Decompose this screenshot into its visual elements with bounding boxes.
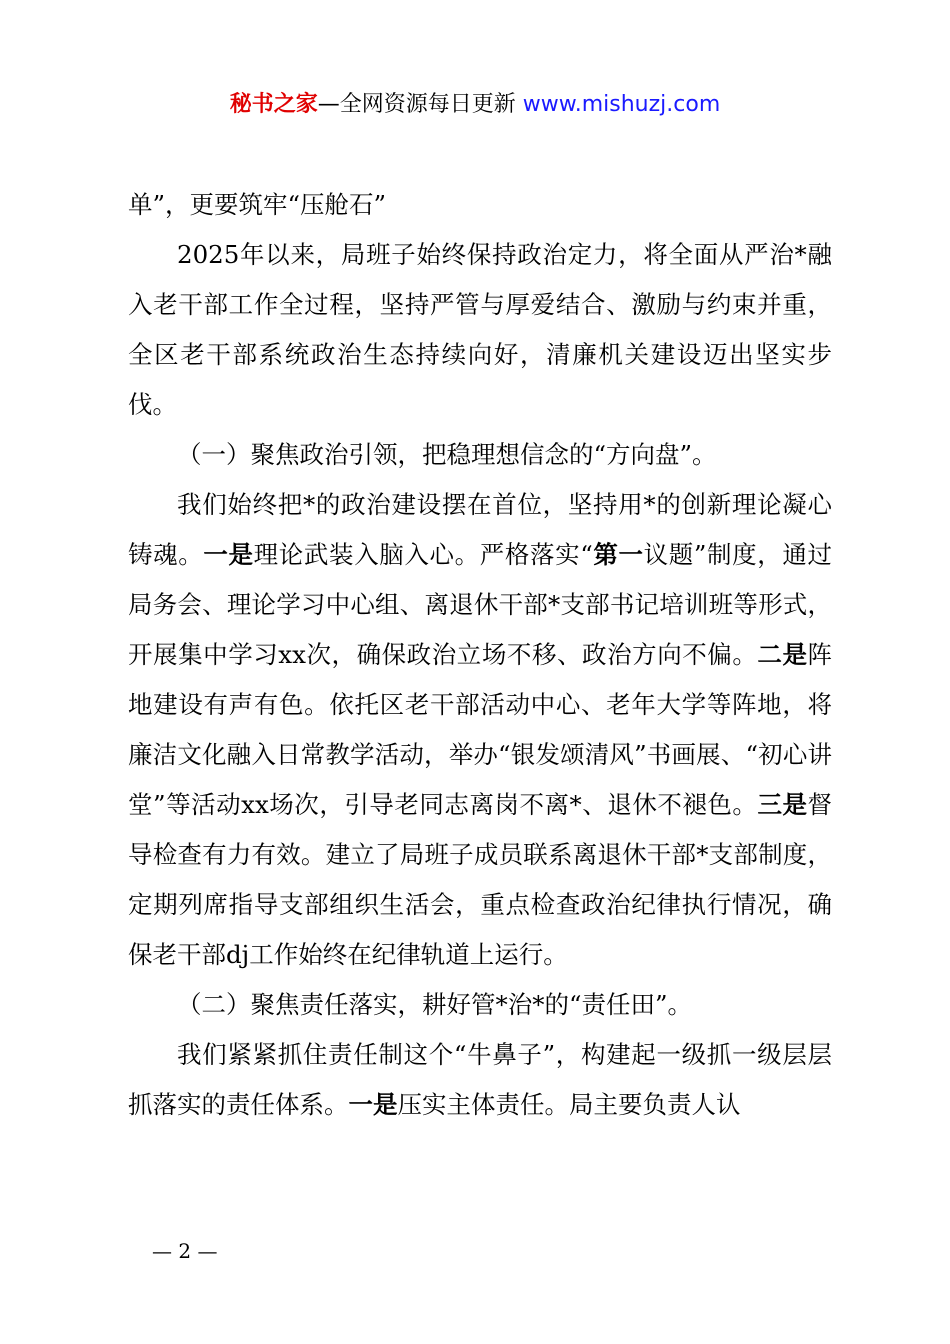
site-slogan: —全网资源每日更新 xyxy=(317,92,523,117)
text-run: 单”，更要筑牢“压舱石” xyxy=(128,190,387,219)
bold-text-run: 三是 xyxy=(757,790,808,819)
bold-text-run: 一是 xyxy=(348,1090,398,1119)
text-run: 理论武装入脑入心。严格落实“ xyxy=(253,540,593,569)
bold-text-run: 二是 xyxy=(757,640,808,669)
paragraph xyxy=(128,430,832,480)
text-run: 议题”制度，通过局务会、理论学习中心组、离退休干部*支部书记培训班等形式，开展集中学习xx次，确保政治立场不移、政治方向不偏。 xyxy=(128,540,833,669)
text-run: （一）聚焦政治引领，把稳理想信念的“方向盘”。 xyxy=(177,440,717,469)
paragraph xyxy=(128,980,832,1030)
text-run: 我们紧紧抓住责任制这个“牛鼻子”，构建起一级抓一级层层抓落实的责任体系。 xyxy=(128,1040,832,1119)
bold-text-run: 第一 xyxy=(592,540,644,569)
paragraph xyxy=(128,480,832,980)
page-number: — 2 — xyxy=(152,1239,218,1263)
text-run: 我们始终把*的政治建设摆在首位，坚持用*的创新理论凝心铸魂。 xyxy=(128,490,832,569)
text-run: （二）聚焦责任落实，耕好管*治*的“责任田”。 xyxy=(177,990,693,1019)
text-run: 阵地建设有声有色。依托区老干部活动中心、老年大学等阵地，将廉洁文化融入日常教学活动，举办“银发颂清风”书画展、“初心讲堂”等活动xx场次，引导老同志离岗不离*、退休不褪色。 xyxy=(128,640,832,819)
text-run: 压实主体责任。局主要负责人认 xyxy=(397,1090,741,1119)
paragraph xyxy=(128,1030,832,1130)
bold-text-run: 一是 xyxy=(203,540,254,569)
paragraph xyxy=(128,230,832,430)
text-run: 2025年以来，局班子始终保持政治定力，将全面从严治*融入老干部工作全过程，坚持严管与厚爱结合、激励与约束并重，全区老干部系统政治生态持续向好，清廉机关建设迈出坚实步伐。 xyxy=(128,240,832,419)
document-body xyxy=(128,180,832,1130)
site-url-link[interactable]: www.mishuzj.com xyxy=(522,92,721,117)
text-run: 督导检查有力有效。建立了局班子成员联系离退休干部*支部制度，定期列席指导支部组织生活会，重点检查政治纪律执行情况，确保老干部dj工作始终在纪律轨道上运行。 xyxy=(128,790,832,969)
site-brand: 秘书之家 xyxy=(229,92,318,117)
site-watermark-header xyxy=(0,88,950,122)
paragraph xyxy=(128,180,832,230)
